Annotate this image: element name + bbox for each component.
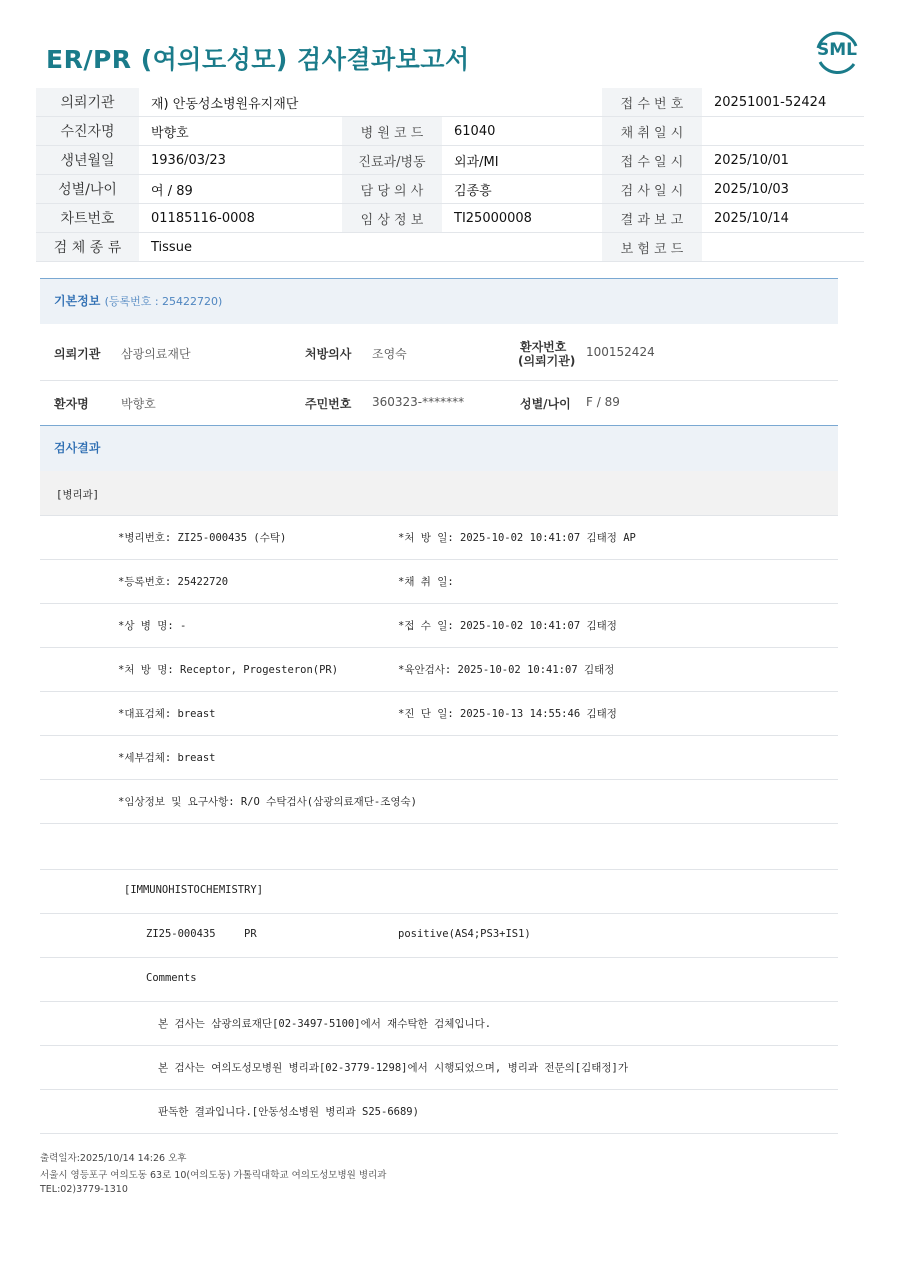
header-value: 1936/03/23 [139, 146, 342, 175]
header-row [36, 175, 864, 204]
ihc-head-row: [IMMUNOHISTOCHEMISTRY] [40, 869, 838, 914]
header-label: 진료과/병동 [342, 146, 442, 175]
header-value: 2025/10/14 [702, 204, 864, 233]
header-value: 여 / 89 [139, 175, 342, 204]
result-line [40, 559, 838, 604]
header-label: 임 상 정 보 [342, 204, 442, 233]
header-value: 2025/10/03 [702, 175, 864, 204]
basic-info-row-2: 환자명 박향호 주민번호 360323-******* 성별/나이 F / 89 [54, 395, 620, 411]
footer-printed: 출력일자:2025/10/14 14:26 오후 [40, 1153, 187, 1164]
header-label: 채 취 일 시 [602, 117, 702, 146]
header-label: 결 과 보 고 [602, 204, 702, 233]
result-line [40, 603, 838, 648]
header-label: 성별/나이 [36, 175, 139, 204]
logo-text: SML [817, 40, 857, 60]
result-field-right: *채 취 일: [398, 576, 454, 588]
header-value: 2025/10/01 [702, 146, 864, 175]
header-value: 01185116-0008 [139, 204, 342, 233]
header-row [36, 233, 864, 262]
header-label: 생년월일 [36, 146, 139, 175]
header-label: 검 사 일 시 [602, 175, 702, 204]
header-label [342, 88, 442, 117]
basic-info-header: 기본정보 (등록번호 : 25422720) [40, 278, 838, 324]
header-row [36, 204, 864, 233]
header-value: 61040 [442, 117, 602, 146]
header-label: 수진자명 [36, 117, 139, 146]
comment-row-2: 본 검사는 여의도성모병원 병리과[02-3779-1298]에서 시행되었으며, 병리과 전문의[김태정]가 [40, 1045, 838, 1090]
header-value: 김종흥 [442, 175, 602, 204]
header-value: Tissue [139, 233, 342, 262]
header-row [36, 146, 864, 175]
header-value: 외과/MI [442, 146, 602, 175]
result-field-right: *육안검사: 2025-10-02 10:41:07 김태정 [398, 664, 615, 676]
result-field-right: *진 단 일: 2025-10-13 14:55:46 김태정 [398, 708, 617, 720]
result-line [40, 735, 838, 780]
result-field-left: *세부검체: breast [118, 752, 216, 764]
blank-row [40, 825, 838, 870]
patient-no-value: 100152424 [586, 345, 655, 359]
header-label: 검 체 종 류 [36, 233, 139, 262]
result-field-left: *등록번호: 25422720 [118, 576, 229, 588]
req-org-value: 삼광의료재단 [121, 347, 191, 361]
basic-info-row-1: 의뢰기관 삼광의료재단 처방의사 조영숙 환자번호 (의뢰기관) 100152424 [40, 324, 838, 381]
header-value: 박향호 [139, 117, 342, 146]
header-label: 담 당 의 사 [342, 175, 442, 204]
dept-row: [병리과] [40, 471, 838, 516]
result-field-left: *처 방 명: Receptor, Progesteron(PR) [118, 664, 339, 676]
page-title: ER/PR (여의도성모) 검사결과보고서 [46, 45, 470, 74]
header-row [36, 117, 864, 146]
header-value: 재) 안동성소병원유지재단 [139, 88, 342, 117]
header-label: 접 수 일 시 [602, 146, 702, 175]
header-value [442, 88, 602, 117]
header-label: 의뢰기관 [36, 88, 139, 117]
header-label: 보 험 코 드 [602, 233, 702, 262]
result-header: 검사결과 [40, 425, 838, 471]
doctor-value: 조영숙 [372, 347, 407, 361]
header-label [342, 233, 442, 262]
footer-address: 서울시 영등포구 여의도동 63로 10(여의도동) 가톨릭대학교 여의도성모병원 병리과 [40, 1170, 387, 1181]
comment-row-3: 판독한 결과입니다.[안동성소병원 병리과 S25-6689) [40, 1089, 838, 1134]
header-label: 병 원 코 드 [342, 117, 442, 146]
result-line [40, 691, 838, 736]
comment-row-1: 본 검사는 삼광의료재단[02-3497-5100]에서 재수탁한 검체입니다. [40, 1001, 838, 1046]
sml-logo [812, 28, 862, 78]
header-label: 차트번호 [36, 204, 139, 233]
sex-age-value: F / 89 [586, 395, 620, 409]
header-value: 20251001-52424 [702, 88, 864, 117]
patient-name-value: 박향호 [121, 397, 156, 411]
result-line [40, 779, 838, 824]
header-row [36, 88, 864, 117]
footer-tel: TEL:02)3779-1310 [40, 1184, 128, 1195]
header-label: 접 수 번 호 [602, 88, 702, 117]
header-value [702, 117, 864, 146]
result-field-right: *접 수 일: 2025-10-02 10:41:07 김태정 [398, 620, 617, 632]
result-field-right: *처 방 일: 2025-10-02 10:41:07 김태정 AP [398, 532, 636, 544]
header-value [702, 233, 864, 262]
result-field-left: *대표검체: breast [118, 708, 216, 720]
rrn-value: 360323-******* [372, 395, 465, 409]
result-line [40, 515, 838, 560]
header-value [442, 233, 602, 262]
result-field-left: *병리번호: ZI25-000435 (수탁) [118, 532, 287, 544]
header-value: TI25000008 [442, 204, 602, 233]
result-field-left: *상 병 명: - [118, 620, 187, 632]
comments-label-row: Comments [40, 957, 838, 1002]
result-line [40, 647, 838, 692]
header-info-table [36, 88, 864, 262]
ihc-result-row: ZI25-000435 PR positive(AS4;PS3+IS1) [40, 913, 838, 958]
result-field-left: *임상정보 및 요구사항: R/O 수탁검사(삼광의료재단-조영숙) [118, 796, 418, 808]
